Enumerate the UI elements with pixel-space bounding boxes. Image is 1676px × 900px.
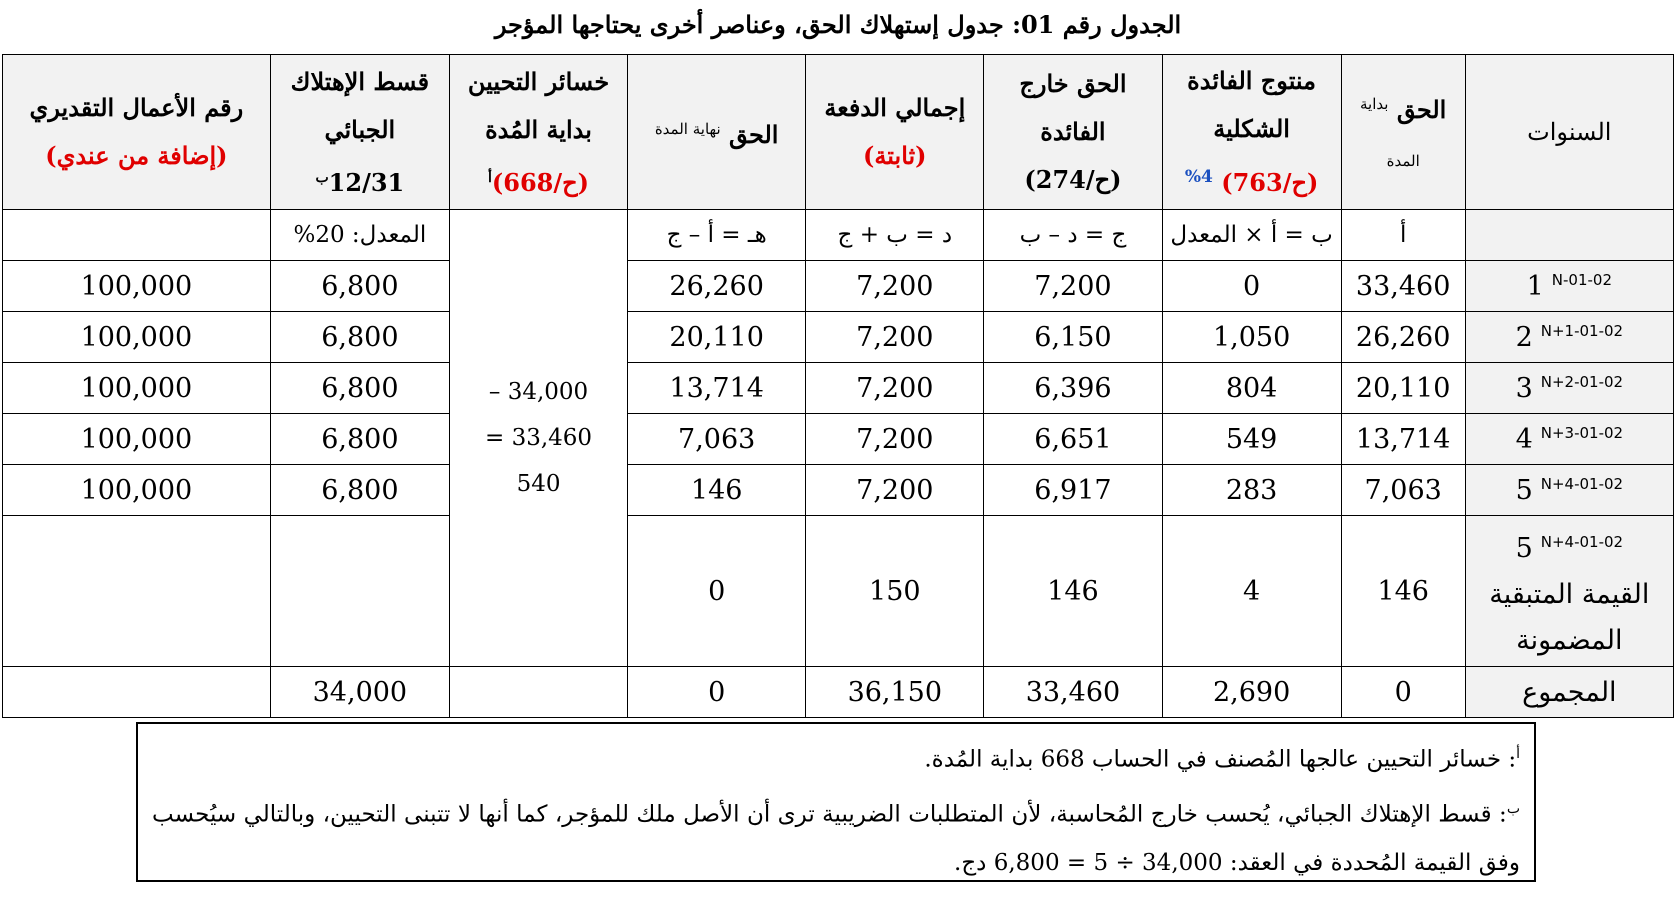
cell-turnover: 100,000 <box>3 312 271 363</box>
formula-turnover <box>3 210 271 261</box>
residual-value-row <box>3 516 1674 667</box>
cell-payment: 7,200 <box>806 465 984 516</box>
cell-right-start: 7,063 <box>1341 465 1465 516</box>
formula-payment: د = ب + ج <box>806 210 984 261</box>
table-row <box>3 312 1674 363</box>
total-label: المجموع <box>1465 667 1673 718</box>
row-year-label: 5 $^{N+4-01-02}$ <box>1465 465 1673 516</box>
cell-payment: 7,200 <box>806 363 984 414</box>
footnote-a: $^أ$: خسائر التحيين عالجها المُصنف في الحساب 668 بداية المُدة. <box>924 746 1520 773</box>
total-row <box>3 667 1674 718</box>
table-caption: الجدول رقم 01: جدول إستهلاك الحق، وعناصر أخرى يحتاجها المؤجر <box>494 10 1182 39</box>
total-depreciation: 34,000 <box>270 667 449 718</box>
cell-payment: 7,200 <box>806 414 984 465</box>
total-interest: 2,690 <box>1162 667 1341 718</box>
residual-right-start: 146 <box>1341 516 1465 667</box>
header-principal: الحق خارج الفائدة (ح/274) <box>984 55 1162 210</box>
residual-label: 5 $^{N+4-01-02}$ القيمة المتبقية المضمونة <box>1465 516 1673 667</box>
row-year-label: 3 $^{N+2-01-02}$ <box>1465 363 1673 414</box>
residual-right-end: 0 <box>628 516 806 667</box>
cell-right-end: 20,110 <box>628 312 806 363</box>
cell-right-end: 146 <box>628 465 806 516</box>
cell-interest: 0 <box>1162 261 1341 312</box>
footnotes-box <box>136 722 1536 882</box>
header-years: السنوات <box>1465 55 1673 210</box>
table-row <box>3 465 1674 516</box>
amortization-table <box>2 54 1674 718</box>
row-year-label: 4 $^{N+3-01-02}$ <box>1465 414 1673 465</box>
formula-right-start: أ <box>1341 210 1465 261</box>
row-year-label: 1 $^{N-01-02}$ <box>1465 261 1673 312</box>
cell-payment: 7,200 <box>806 312 984 363</box>
table-row <box>3 261 1674 312</box>
table-row <box>3 414 1674 465</box>
cell-principal: 7,200 <box>984 261 1162 312</box>
impairment-cell <box>449 210 627 667</box>
header-payment: إجمالي الدفعة (ثابتة) <box>806 55 984 210</box>
impairment-line-1: 34,000 – <box>488 379 589 405</box>
header-interest: منتوج الفائدة الشكلية (ح/763) $^{4\%}$ <box>1162 55 1341 210</box>
cell-turnover: 100,000 <box>3 261 271 312</box>
cell-principal: 6,150 <box>984 312 1162 363</box>
total-impairment <box>449 667 627 718</box>
formula-depreciation: المعدل: 20% <box>270 210 449 261</box>
cell-depreciation: 6,800 <box>270 465 449 516</box>
cell-principal: 6,917 <box>984 465 1162 516</box>
residual-principal: 146 <box>984 516 1162 667</box>
cell-principal: 6,396 <box>984 363 1162 414</box>
cell-right-end: 7,063 <box>628 414 806 465</box>
total-right-start: 0 <box>1341 667 1465 718</box>
cell-right-end: 13,714 <box>628 363 806 414</box>
residual-turnover <box>3 516 271 667</box>
cell-turnover: 100,000 <box>3 465 271 516</box>
formula-interest: ب = أ × المعدل <box>1162 210 1341 261</box>
header-row <box>3 55 1674 210</box>
cell-depreciation: 6,800 <box>270 261 449 312</box>
header-right-start: الحق $^{بداية}$ المدة <box>1341 55 1465 210</box>
cell-turnover: 100,000 <box>3 414 271 465</box>
cell-depreciation: 6,800 <box>270 312 449 363</box>
cell-interest: 804 <box>1162 363 1341 414</box>
residual-depreciation <box>270 516 449 667</box>
header-depreciation: قسط الإهتلاك الجبائي $12/31^ب$ <box>270 55 449 210</box>
footnote-b: $^ب$: قسط الإهتلاك الجبائي، يُحسب خارج المُحاسبة، لأن المتطلبات الضريبية ترى أن الأصل ملك للمؤجر، كما أنها لا تتبنى التحيين، وبالتالي سيُحسب وفق القيمة المُحددة في العقد: 34,000 ÷ 5 = 6,800 دج. <box>152 800 1520 877</box>
total-payment: 36,150 <box>806 667 984 718</box>
impairment-line-3: 540 <box>516 471 561 497</box>
header-right-end: الحق $^{نهاية المدة}$ <box>628 55 806 210</box>
header-impairment: خسائر التحيين بداية المُدة (ح/668)$^أ$ <box>449 55 627 210</box>
formula-principal: ج = د – ب <box>984 210 1162 261</box>
cell-right-end: 26,260 <box>628 261 806 312</box>
cell-right-start: 26,260 <box>1341 312 1465 363</box>
cell-principal: 6,651 <box>984 414 1162 465</box>
table-row <box>3 363 1674 414</box>
residual-payment: 150 <box>806 516 984 667</box>
header-turnover: رقم الأعمال التقديري (إضافة من عندي) <box>3 55 271 210</box>
cell-right-start: 33,460 <box>1341 261 1465 312</box>
cell-interest: 549 <box>1162 414 1341 465</box>
formula-right-end: هـ = أ – ج <box>628 210 806 261</box>
formula-years <box>1465 210 1673 261</box>
formula-row <box>3 210 1674 261</box>
cell-depreciation: 6,800 <box>270 414 449 465</box>
cell-right-start: 20,110 <box>1341 363 1465 414</box>
cell-right-start: 13,714 <box>1341 414 1465 465</box>
cell-turnover: 100,000 <box>3 363 271 414</box>
total-turnover <box>3 667 271 718</box>
total-right-end: 0 <box>628 667 806 718</box>
cell-payment: 7,200 <box>806 261 984 312</box>
cell-interest: 283 <box>1162 465 1341 516</box>
cell-depreciation: 6,800 <box>270 363 449 414</box>
cell-interest: 1,050 <box>1162 312 1341 363</box>
impairment-line-2: 33,460 = <box>484 425 593 451</box>
row-year-label: 2 $^{N+1-01-02}$ <box>1465 312 1673 363</box>
total-principal: 33,460 <box>984 667 1162 718</box>
residual-interest: 4 <box>1162 516 1341 667</box>
